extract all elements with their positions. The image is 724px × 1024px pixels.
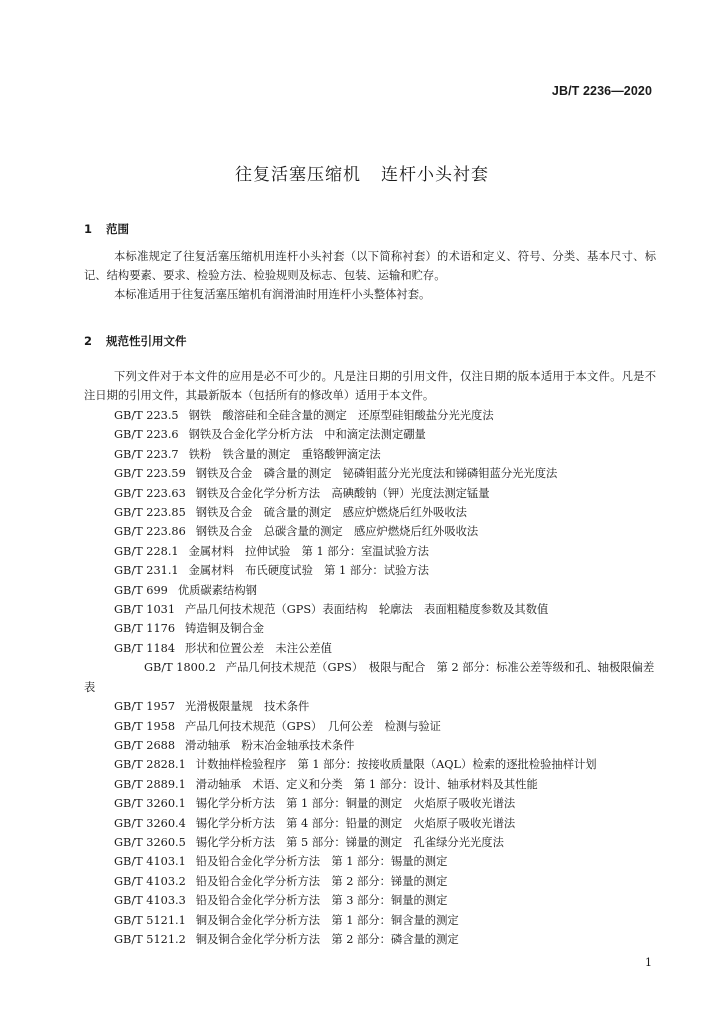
reference-item: [84, 736, 656, 755]
reference-title: 铸造铜及铜合金: [185, 622, 265, 636]
reference-code: GB/T 223.6: [114, 428, 179, 442]
reference-code: GB/T 223.5: [114, 409, 179, 422]
reference-title: 铅及铅合金化学分析方法 第 2 部分：锑量的测定: [195, 874, 448, 888]
reference-code: GB/T 2889.1: [114, 777, 186, 791]
reference-code: GB/T 228.1: [114, 544, 179, 558]
reference-code: GB/T 1031: [114, 603, 176, 617]
reference-code: GB/T 231.1: [114, 564, 179, 578]
reference-item: [84, 619, 656, 638]
reference-title: 计数抽样检验程序 第 1 部分：按接收质量限（AQL）检索的逐批检验抽样计划: [195, 758, 597, 772]
title-part-1: 往复活塞压缩机: [235, 165, 361, 185]
reference-item: [84, 794, 656, 813]
reference-code: GB/T 5121.1: [114, 913, 186, 927]
reference-code: GB/T 1800.2: [144, 661, 216, 675]
reference-item: [84, 542, 656, 561]
reference-item: [84, 561, 656, 580]
reference-code: GB/T 223.63: [114, 486, 186, 500]
section-1-number: 1: [84, 222, 93, 236]
reference-title: 钢铁及合金化学分析方法 中和滴定法测定硼量: [188, 428, 426, 442]
reference-item: [84, 891, 656, 910]
title-part-2: 连杆小头衬套: [381, 165, 489, 185]
reference-code: GB/T 2688: [114, 738, 176, 752]
reference-title: 钢铁及合金 硫含量的测定 感应炉燃烧后红外吸收法: [195, 506, 467, 520]
reference-item: [84, 814, 656, 833]
reference-item: [84, 406, 656, 425]
reference-item: [84, 425, 656, 444]
reference-code: GB/T 2828.1: [114, 758, 186, 772]
reference-code: GB/T 223.59: [114, 467, 186, 481]
reference-title: 滑动轴承 粉末冶金轴承技术条件: [185, 738, 355, 752]
reference-item: [84, 522, 656, 541]
reference-title: 铅及铅合金化学分析方法 第 3 部分：铜量的测定: [195, 894, 448, 908]
reference-title: 金属材料 拉伸试验 第 1 部分：室温试验方法: [188, 544, 429, 558]
reference-title: 优质碳素结构钢: [177, 583, 257, 597]
reference-title: 钢铁及合金 总碳含量的测定 感应炉燃烧后红外吸收法: [195, 525, 479, 539]
reference-item: [84, 852, 656, 871]
reference-code: GB/T 1958: [114, 719, 176, 733]
section-2-title: 规范性引用文件: [106, 334, 187, 348]
reference-item: [84, 600, 656, 619]
reference-title: 产品几何技术规范（GPS） 几何公差 检测与验证: [185, 719, 441, 733]
reference-item: [84, 484, 656, 503]
reference-code: GB/T 1176: [114, 622, 176, 636]
reference-title: 钢铁及合金化学分析方法 高碘酸钠（钾）光度法测定锰量: [195, 486, 490, 500]
section-2-heading: [84, 333, 187, 349]
reference-title: 锡化学分析方法 第 4 部分：铅量的测定 火焰原子吸收光谱法: [195, 816, 516, 830]
reference-item: [84, 911, 656, 930]
reference-item: [84, 717, 656, 736]
reference-code: GB/T 4103.3: [114, 894, 186, 908]
reference-title: 形状和位置公差 未注公差值: [185, 641, 332, 655]
section-1-paragraph-2: 本标准适用于往复活塞压缩机有润滑油时用连杆小头整体衬套。: [114, 288, 431, 301]
reference-item: [84, 872, 656, 891]
section-2-intro: 下列文件对于本文件的应用是必不可少的。凡是注日期的引用文件，仅注日期的版本适用于本文件。凡是不注日期的引用文件，其最新版本（包括所有的修改单）适用于本文件。: [84, 370, 656, 402]
reference-code: GB/T 223.7: [114, 447, 179, 461]
reference-code: GB/T 3260.4: [114, 816, 186, 830]
reference-code: GB/T 3260.5: [114, 835, 186, 849]
reference-code: GB/T 4103.2: [114, 874, 186, 888]
reference-title: 锡化学分析方法 第 5 部分：锑量的测定 孔雀绿分光光度法: [195, 835, 504, 849]
reference-title: 铜及铜合金化学分析方法 第 2 部分：磷含量的测定: [195, 932, 459, 946]
reference-title: 金属材料 布氏硬度试验 第 1 部分：试验方法: [188, 564, 429, 578]
reference-item: [84, 833, 656, 852]
section-2-number: 2: [84, 334, 93, 348]
reference-item: [84, 658, 656, 697]
reference-code: GB/T 3260.1: [114, 797, 186, 811]
reference-item: [84, 503, 656, 522]
page-number: 1: [645, 956, 652, 969]
reference-item: [84, 930, 656, 949]
reference-item: [84, 639, 656, 658]
reference-item: [84, 755, 656, 774]
reference-title: 钢铁及合金 磷含量的测定 铋磷钼蓝分光光度法和锑磷钼蓝分光光度法: [195, 467, 558, 481]
reference-code: GB/T 699: [114, 583, 168, 597]
reference-title: 产品几何技术规范（GPS） 极限与配合 第 2 部分：标准公差等级和孔、轴极限偏差表: [84, 661, 655, 694]
reference-item: [84, 445, 656, 464]
reference-code: GB/T 4103.1: [114, 855, 186, 869]
reference-item: [84, 775, 656, 794]
reference-item: [84, 464, 656, 483]
reference-title: 光滑极限量规 技术条件: [185, 700, 310, 714]
document-title: [0, 160, 724, 185]
standard-code: JB/T 2236—2020: [551, 84, 652, 98]
reference-code: GB/T 1184: [114, 641, 176, 655]
reference-item: [84, 581, 656, 600]
reference-title: 滑动轴承 术语、定义和分类 第 1 部分：设计、轴承材料及其性能: [195, 777, 538, 791]
section-1-title: 范围: [106, 222, 129, 236]
reference-title: 锡化学分析方法 第 1 部分：铜量的测定 火焰原子吸收光谱法: [195, 797, 516, 811]
reference-title: 铁粉 铁含量的测定 重铬酸钾滴定法: [188, 447, 381, 461]
section-1-paragraph-1: 本标准规定了往复活塞压缩机用连杆小头衬套（以下简称衬套）的术语和定义、符号、分类、基本尺寸、标记、结构要素、要求、检验方法、检验规则及标志、包装、运输和贮存。: [84, 250, 656, 282]
reference-code: GB/T 5121.2: [114, 932, 186, 946]
reference-code: GB/T 1957: [114, 700, 176, 714]
reference-code: GB/T 223.85: [114, 506, 186, 520]
reference-title: 产品几何技术规范（GPS）表面结构 轮廓法 表面粗糙度参数及其数值: [185, 603, 549, 617]
reference-list: [84, 406, 656, 949]
reference-code: GB/T 223.86: [114, 525, 186, 539]
reference-title: 钢铁 酸溶硅和全硅含量的测定 还原型硅钼酸盐分光光度法: [188, 409, 494, 422]
reference-title: 铅及铅合金化学分析方法 第 1 部分：锡量的测定: [195, 855, 448, 869]
reference-item: [84, 697, 656, 716]
section-1-heading: [84, 221, 129, 237]
reference-title: 铜及铜合金化学分析方法 第 1 部分：铜含量的测定: [195, 913, 459, 927]
